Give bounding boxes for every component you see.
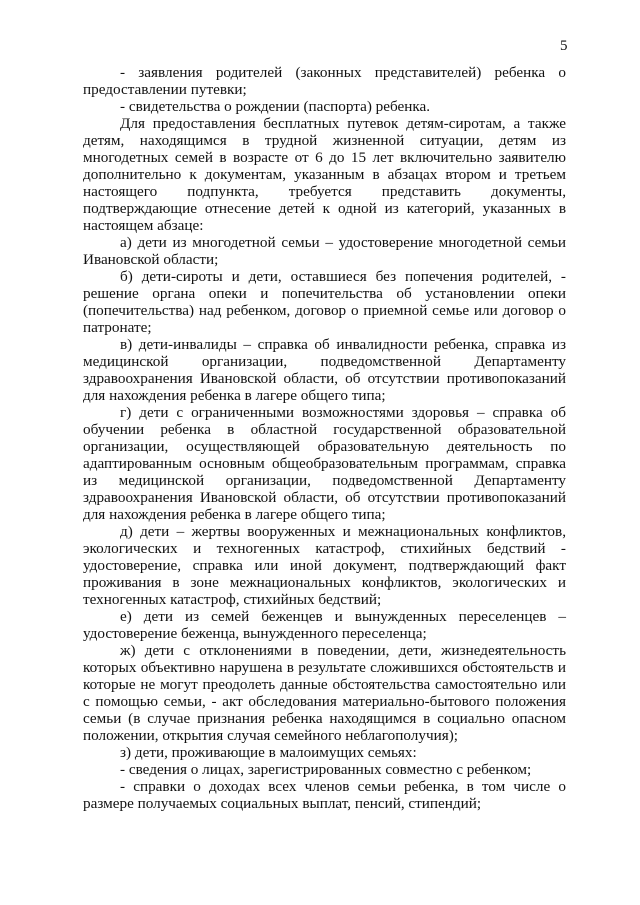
paragraph-birth-certificate: - свидетельства о рождении (паспорта) ребенка.: [120, 98, 431, 115]
paragraph-item-d: д) дети – жертвы вооруженных и межнациональных конфликтов, экологических и техногенных катастроф, стихийных бедствий - удостоверение, справка или иной документ, подтверждающий факт проживания в зоне межнациональных конфликтов, экологических и техногенных катастроф, стихийных бедствий;: [83, 523, 566, 608]
paragraph-item-a: а) дети из многодетной семьи – удостоверение многодетной семьи Ивановской области;: [83, 234, 566, 268]
paragraph-registered-persons: - сведения о лицах, зарегистрированных совместно с ребенком;: [120, 761, 532, 778]
document-body: [83, 64, 566, 812]
paragraph-item-g: г) дети с ограниченными возможностями здоровья – справка об обучении ребенка в областной государственной образовательной организации, осуществляющей образовательную деятельность по адаптированным основным общеобразовательным программам, справка из медицинской организации, подведомственной Департаменту здравоохранения Ивановской области, об отсутствии противопоказаний для нахождения ребенка в лагере общего типа;: [83, 404, 566, 523]
paragraph-item-v: в) дети-инвалиды – справка об инвалидности ребенка, справка из медицинской организации, подведомственной Департаменту здравоохранения Ивановской области, об отсутствии противопоказаний для нахождения ребенка в лагере общего типа;: [83, 336, 566, 404]
paragraph-item-e: е) дети из семей беженцев и вынужденных переселенцев – удостоверение беженца, вынужденного переселенца;: [83, 608, 566, 642]
page-number: 5: [560, 38, 568, 54]
paragraph-item-b: б) дети-сироты и дети, оставшиеся без попечения родителей, - решение органа опеки и попечительства об установлении опеки (попечительства) над ребенком, договор о приемной семье или договор о патронате;: [83, 268, 566, 336]
paragraph-free-vouchers-intro: Для предоставления бесплатных путевок детям-сиротам, а также детям, находящимся в трудной жизненной ситуации, детям из многодетных семей в возрасте от 6 до 15 лет включительно заявителю дополнительно к документам, указанным в абзацах втором и третьем настоящего подпункта, требуется представить документы, подтверждающие отнесение детей к одной из категорий, указанных в настоящем абзаце:: [83, 115, 566, 234]
paragraph-item-z: з) дети, проживающие в малоимущих семьях:: [120, 744, 417, 761]
paragraph-income-certificates: - справки о доходах всех членов семьи ребенка, в том числе о размере получаемых социальных выплат, пенсий, стипендий;: [83, 778, 566, 812]
paragraph-item-zh: ж) дети с отклонениями в поведении, дети, жизнедеятельность которых объективно нарушена в результате сложившихся обстоятельств и которые не могут преодолеть данные обстоятельства самостоятельно или с помощью семьи, - акт обследования материально-бытового положения семьи (в случае признания ребенка находящимся в социально опасном положении, открытия случая семейного неблагополучия);: [83, 642, 566, 744]
paragraph-parent-application: - заявления родителей (законных представителей) ребенка о предоставлении путевки;: [83, 64, 566, 98]
